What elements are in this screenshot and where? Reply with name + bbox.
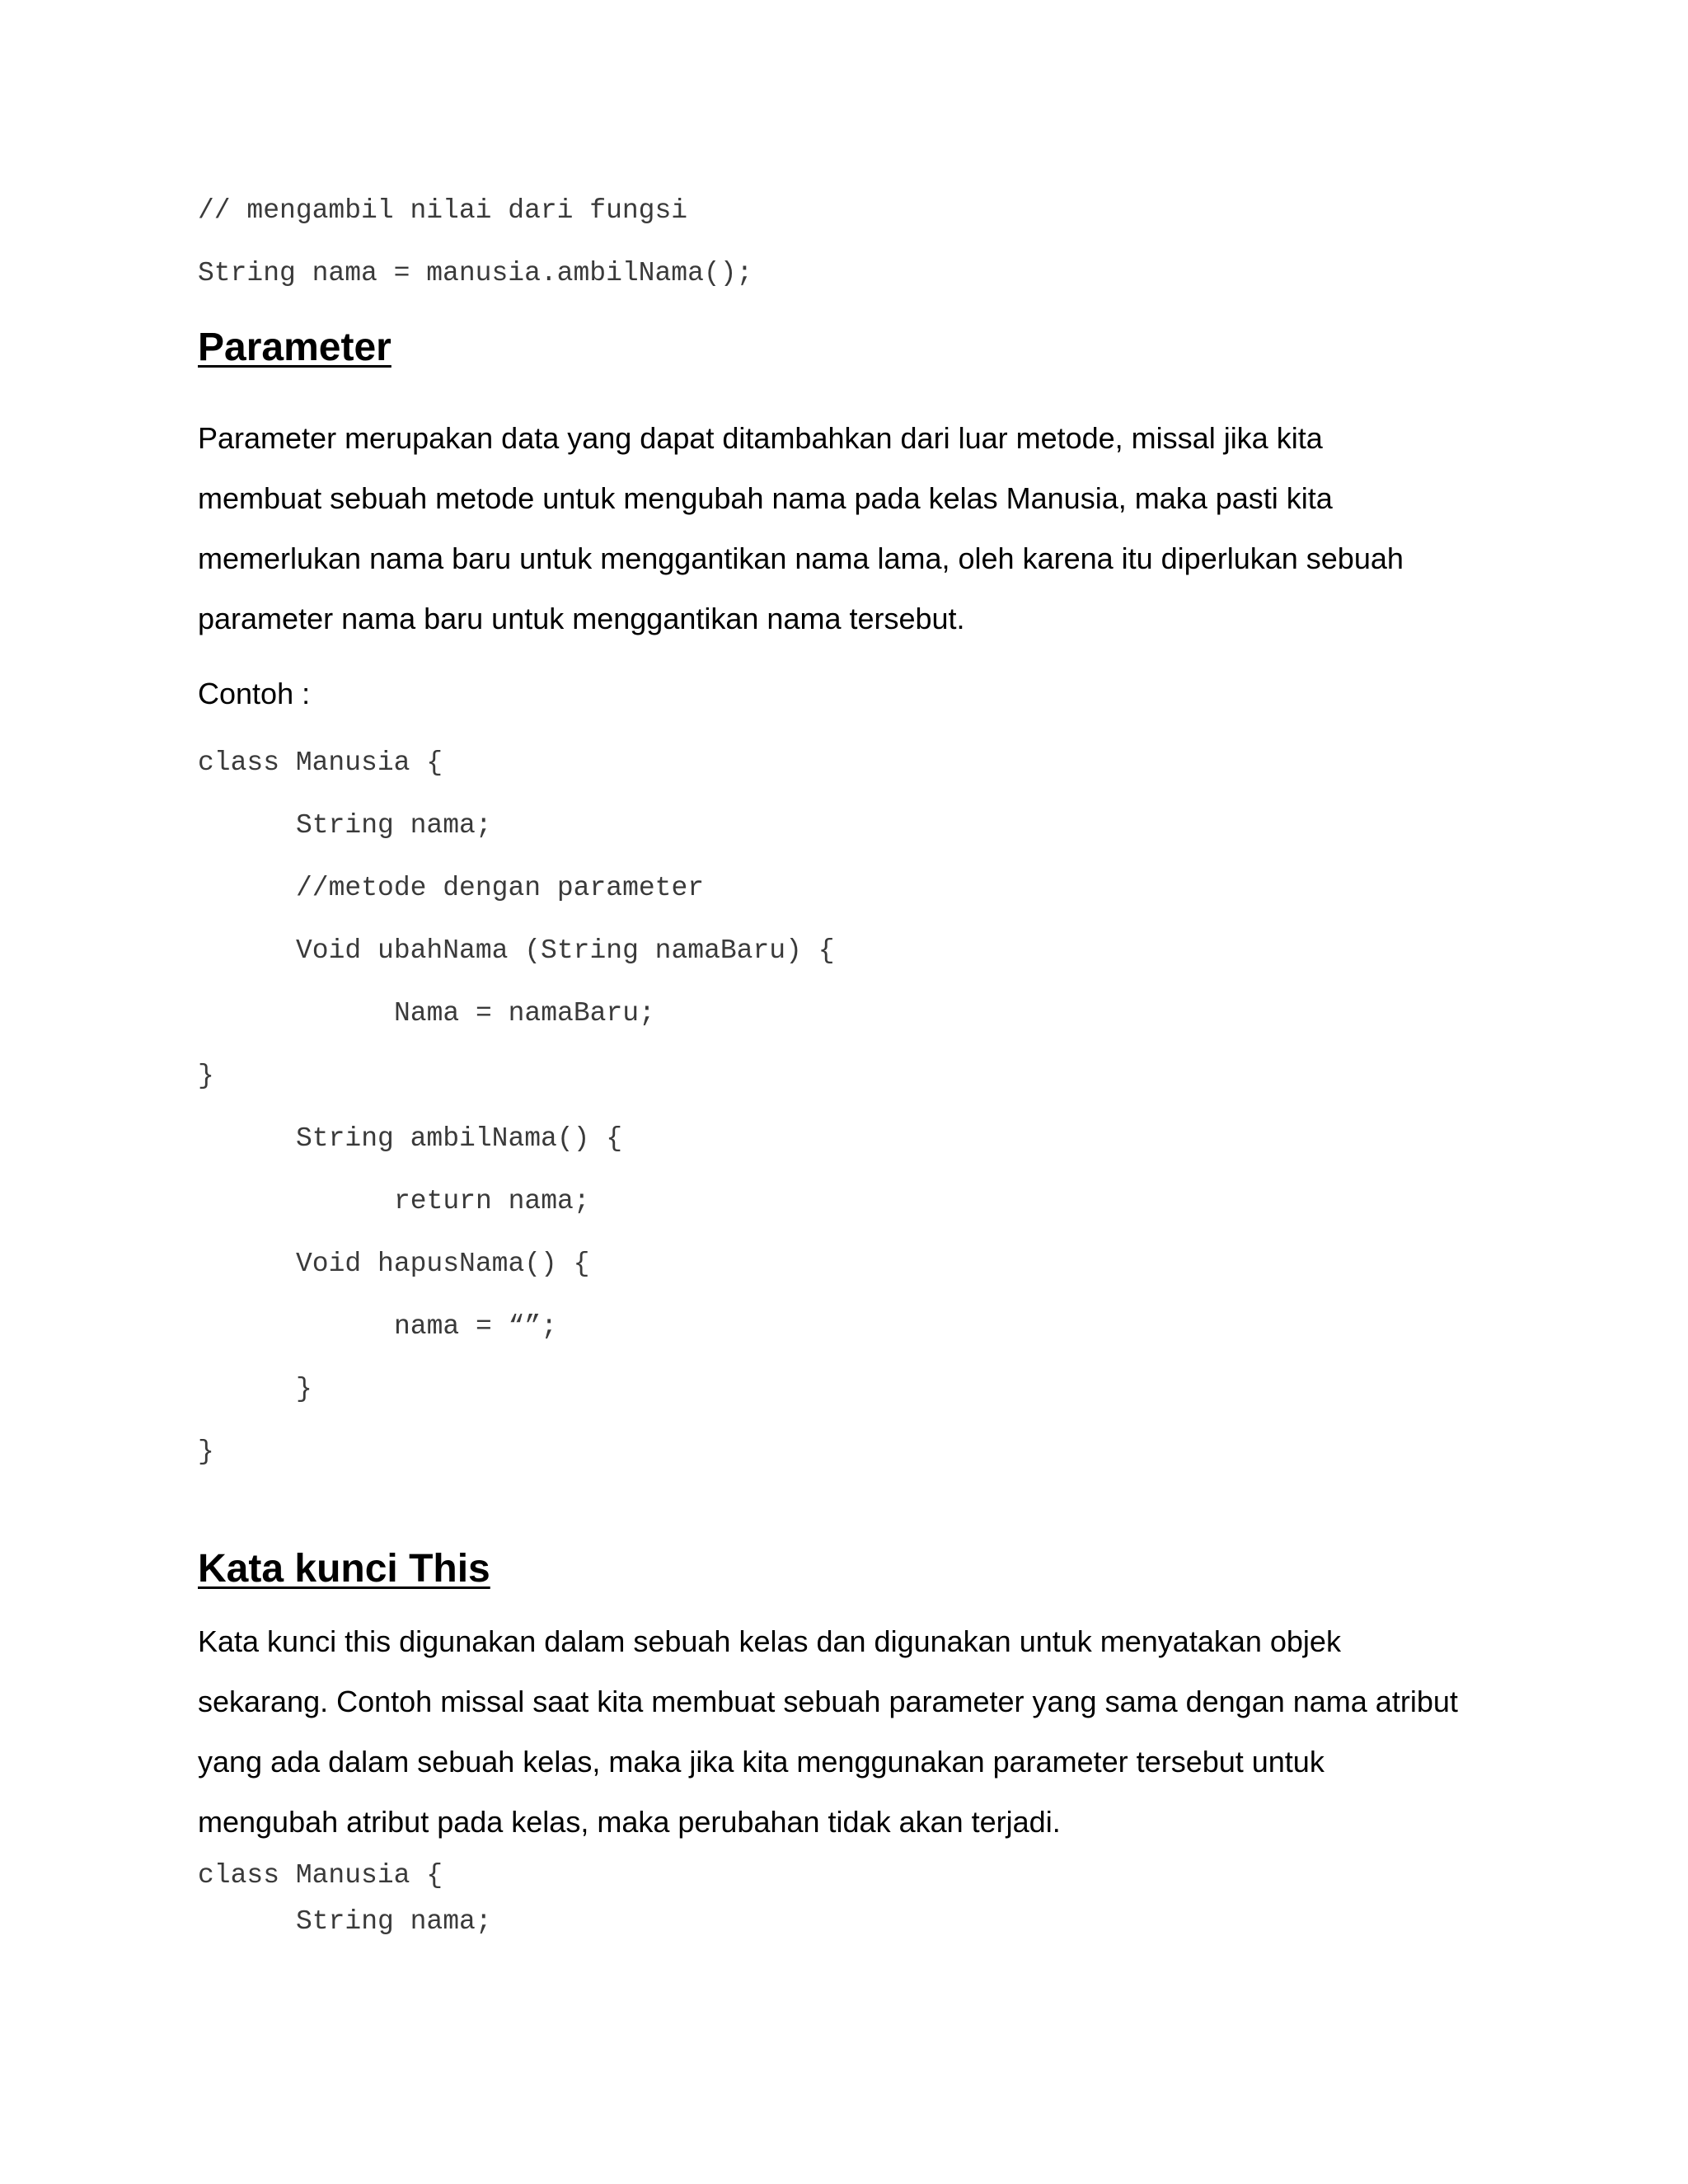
paragraph-line: memerlukan nama baru untuk menggantikan nama lama, oleh karena itu diperlukan sebuah: [198, 541, 1404, 575]
section-heading-this: Kata kunci This: [198, 1547, 490, 1591]
paragraph-line: parameter nama baru untuk menggantikan nama tersebut.: [198, 602, 965, 635]
paragraph-line: sekarang. Contoh missal saat kita membuat sebuah parameter yang sama dengan nama atribut: [198, 1685, 1458, 1718]
code-line: Nama = namaBaru;: [394, 998, 655, 1029]
code-line: }: [198, 1436, 214, 1467]
code-line: }: [296, 1374, 312, 1404]
code-line: String ambilNama() {: [296, 1123, 623, 1154]
code-line: class Manusia {: [198, 1860, 443, 1891]
code-line: String nama;: [296, 810, 492, 841]
paragraph-line: membuat sebuah metode untuk mengubah nama pada kelas Manusia, maka pasti kita: [198, 481, 1333, 515]
section-heading-parameter: Parameter: [198, 326, 392, 369]
example-label: Contoh :: [198, 677, 311, 710]
paragraph-line: Kata kunci this digunakan dalam sebuah kelas dan digunakan untuk menyatakan objek: [198, 1624, 1341, 1658]
code-line: nama = “”;: [394, 1311, 558, 1342]
code-line: Void ubahNama (String namaBaru) {: [296, 935, 835, 966]
code-comment-line: //metode dengan parameter: [296, 873, 705, 903]
code-comment-line: // mengambil nilai dari fungsi: [198, 195, 688, 226]
paragraph-line: Parameter merupakan data yang dapat ditambahkan dari luar metode, missal jika kita: [198, 421, 1323, 455]
code-line: String nama;: [296, 1906, 492, 1937]
paragraph-line: mengubah atribut pada kelas, maka perubahan tidak akan terjadi.: [198, 1805, 1061, 1839]
code-line: }: [198, 1061, 214, 1091]
paragraph-line: yang ada dalam sebuah kelas, maka jika kita menggunakan parameter tersebut untuk: [198, 1745, 1325, 1779]
code-line: String nama = manusia.ambilNama();: [198, 258, 753, 288]
code-line: Void hapusNama() {: [296, 1249, 590, 1279]
code-line: class Manusia {: [198, 748, 443, 778]
code-line: return nama;: [394, 1186, 590, 1216]
